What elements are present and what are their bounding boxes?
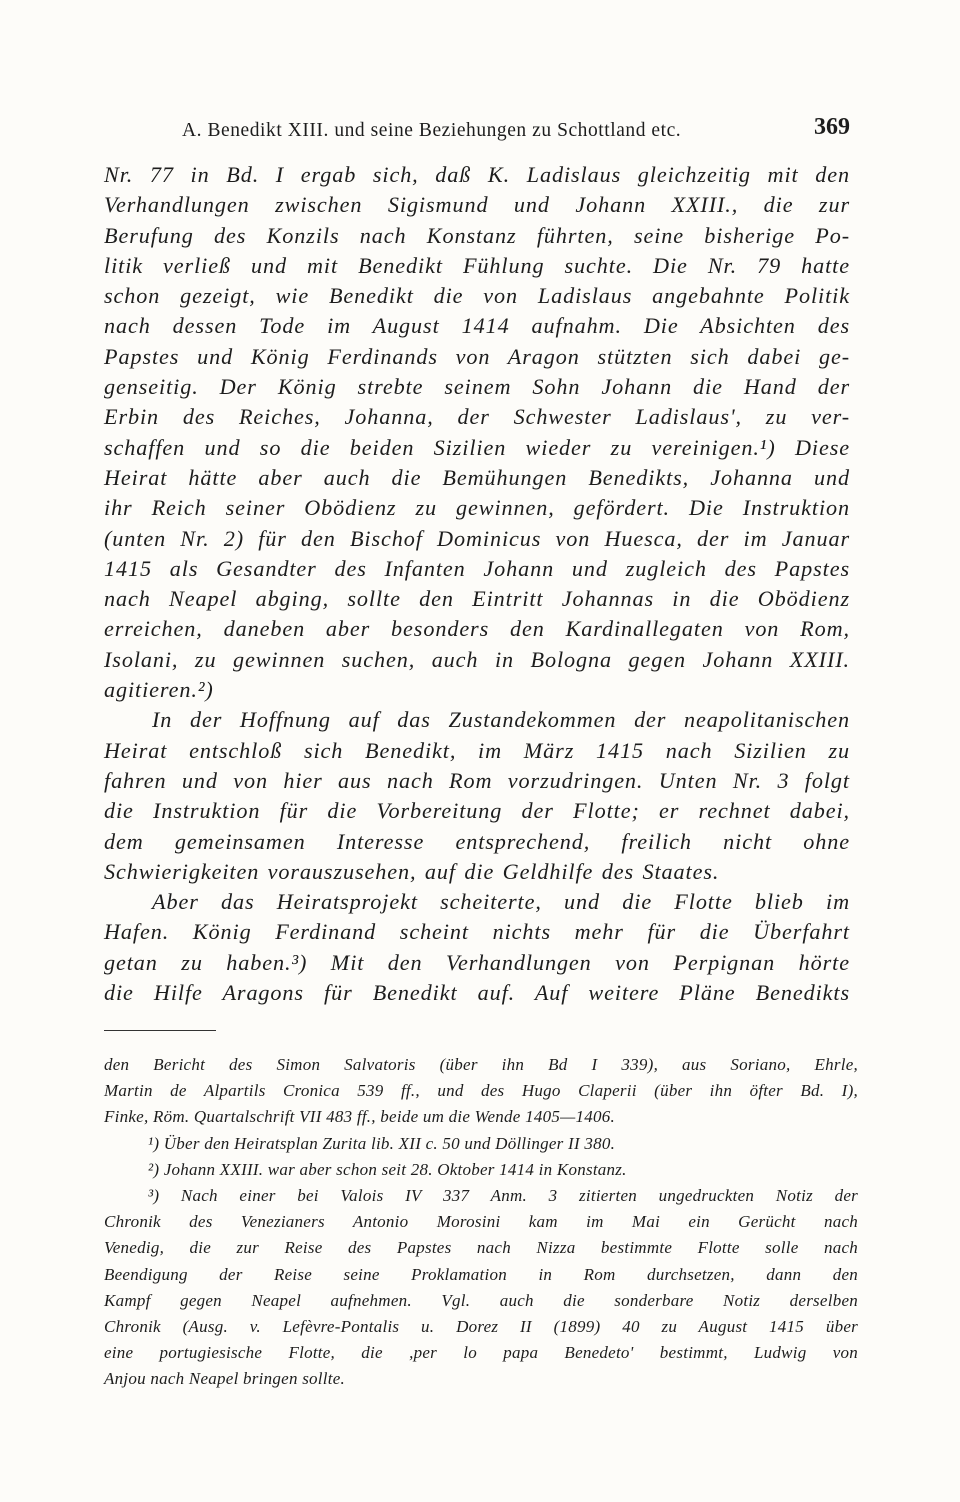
text-line: Heirat hätte aber auch die Bemühungen Benedikts, Johanna und [104,464,850,490]
footnote-1: ¹) Über den Heiratsplan Zurita lib. XII c. 50 und Döllinger II 380. [148,1133,616,1153]
footnote-line: Martin de Alpartils Cronica 539 ff., und des Hugo Claperii (über ihn öfter Bd. I), [104,1081,858,1101]
text-line: Verhandlungen zwischen Sigismund und Johann XXIII., die zur [104,192,850,218]
text-line: ihr Reich seiner Obödienz zu gewinnen, gefördert. Die Instruktion [104,495,850,521]
text-line: Nr. 77 in Bd. I ergab sich, daß K. Ladislaus gleichzeitig mit den [104,162,850,187]
text-line: fahren und von hier aus nach Rom vorzudringen. Unten Nr. 3 folgt [104,767,850,793]
text-line: die Hilfe Aragons für Benedikt auf. Auf weitere Pläne Benedikts [104,980,850,1006]
text-line: schon gezeigt, wie Benedikt die von Ladislaus angebahnte Politik [104,283,850,309]
text-line: nach dessen Tode im August 1414 aufnahm. Die Absichten des [104,313,850,339]
text-line: Aber das Heiratsprojekt scheiterte, und die Flotte blieb im [152,889,850,915]
page-number: 369 [814,114,850,140]
footnote-line: Chronik des Venezianers Antonio Morosini kam im Mai ein Gerücht nach [104,1212,858,1232]
text-line: genseitig. Der König strebte seinem Sohn Johann die Hand der [104,374,850,400]
text-line: Hafen. König Ferdinand scheint nichts mehr für die Überfahrt [104,919,850,945]
text-line: litik verließ und mit Benedikt Fühlung suchte. Die Nr. 79 hatte [104,252,850,278]
text-line: 1415 als Gesandter des Infanten Johann und zugleich des Papstes [104,555,850,581]
text-line: dem gemeinsamen Interesse entsprechend, freilich nicht ohne [104,828,850,854]
running-head: A. Benedikt XIII. und seine Beziehungen zu Schottland etc. [182,120,682,141]
text-line: (unten Nr. 2) für den Bischof Dominicus von Huesca, der im Januar [104,525,850,551]
text-line: nach Neapel abging, sollte den Eintritt Johannas in die Obödienz [104,586,850,612]
footnote-line: den Bericht des Simon Salvatoris (über ihn Bd I 339), aus Soriano, Ehrle, [104,1055,858,1074]
footnote-rule [104,1030,216,1031]
text-line: In der Hoffnung auf das Zustandekommen der neapolitanischen [152,707,850,733]
text-line: Erbin des Reiches, Johanna, der Schwester Ladislaus', zu ver- [104,404,850,430]
footnote-line: Beendigung der Reise seine Proklamation in Rom durchsetzen, dann den [104,1264,858,1284]
footnote-line: eine portugiesische Flotte, die ,per lo papa Benedeto' bestimmt, Ludwig von [104,1343,858,1363]
footnote-line: Venedig, die zur Reise des Papstes nach Nizza bestimmte Flotte solle nach [104,1238,858,1258]
footnote-line: Chronik (Ausg. v. Lefèvre-Pontalis u. Dorez II (1899) 40 zu August 1415 über [104,1316,858,1336]
text-line: Heirat entschloß sich Benedikt, im März 1415 nach Sizilien zu [104,737,850,763]
footnote-3: ³) Nach einer bei Valois IV 337 Anm. 3 zitierten ungedruckten Notiz der [148,1185,858,1205]
footnote-line: Anjou nach Neapel bringen sollte. [104,1369,346,1389]
text-line: schaffen und so die beiden Sizilien wieder zu vereinigen.¹) Diese [104,434,850,460]
text-line: Isolani, zu gewinnen suchen, auch in Bologna gegen Johann XXIII. [104,646,850,672]
footnote-2: ²) Johann XXIII. war aber schon seit 28. Oktober 1414 in Konstanz. [148,1159,627,1179]
main-text [104,160,850,1008]
text-line: Berufung des Konzils nach Konstanz führten, seine bisherige Po- [104,222,850,248]
page-header [104,114,850,146]
text-line: agitieren.²) [104,677,214,703]
text-line: die Instruktion für die Vorbereitung der Flotte; er rechnet dabei, [104,798,850,824]
text-line: Schwierigkeiten vorauszusehen, auf die Geldhilfe des Staates. [104,858,720,884]
footnote-line: Finke, Röm. Quartalschrift VII 483 ff., beide um die Wende 1405—1406. [104,1107,615,1127]
text-line: getan zu haben.³) Mit den Verhandlungen von Perpignan hörte [104,949,850,975]
text-line: erreichen, daneben aber besonders den Kardinallegaten von Rom, [104,616,850,642]
footnotes [104,1052,858,1392]
text-line: Papstes und König Ferdinands von Aragon stützten sich dabei ge- [104,343,850,369]
footnote-line: Kampf gegen Neapel aufnehmen. Vgl. auch die sonderbare Notiz derselben [104,1290,858,1310]
